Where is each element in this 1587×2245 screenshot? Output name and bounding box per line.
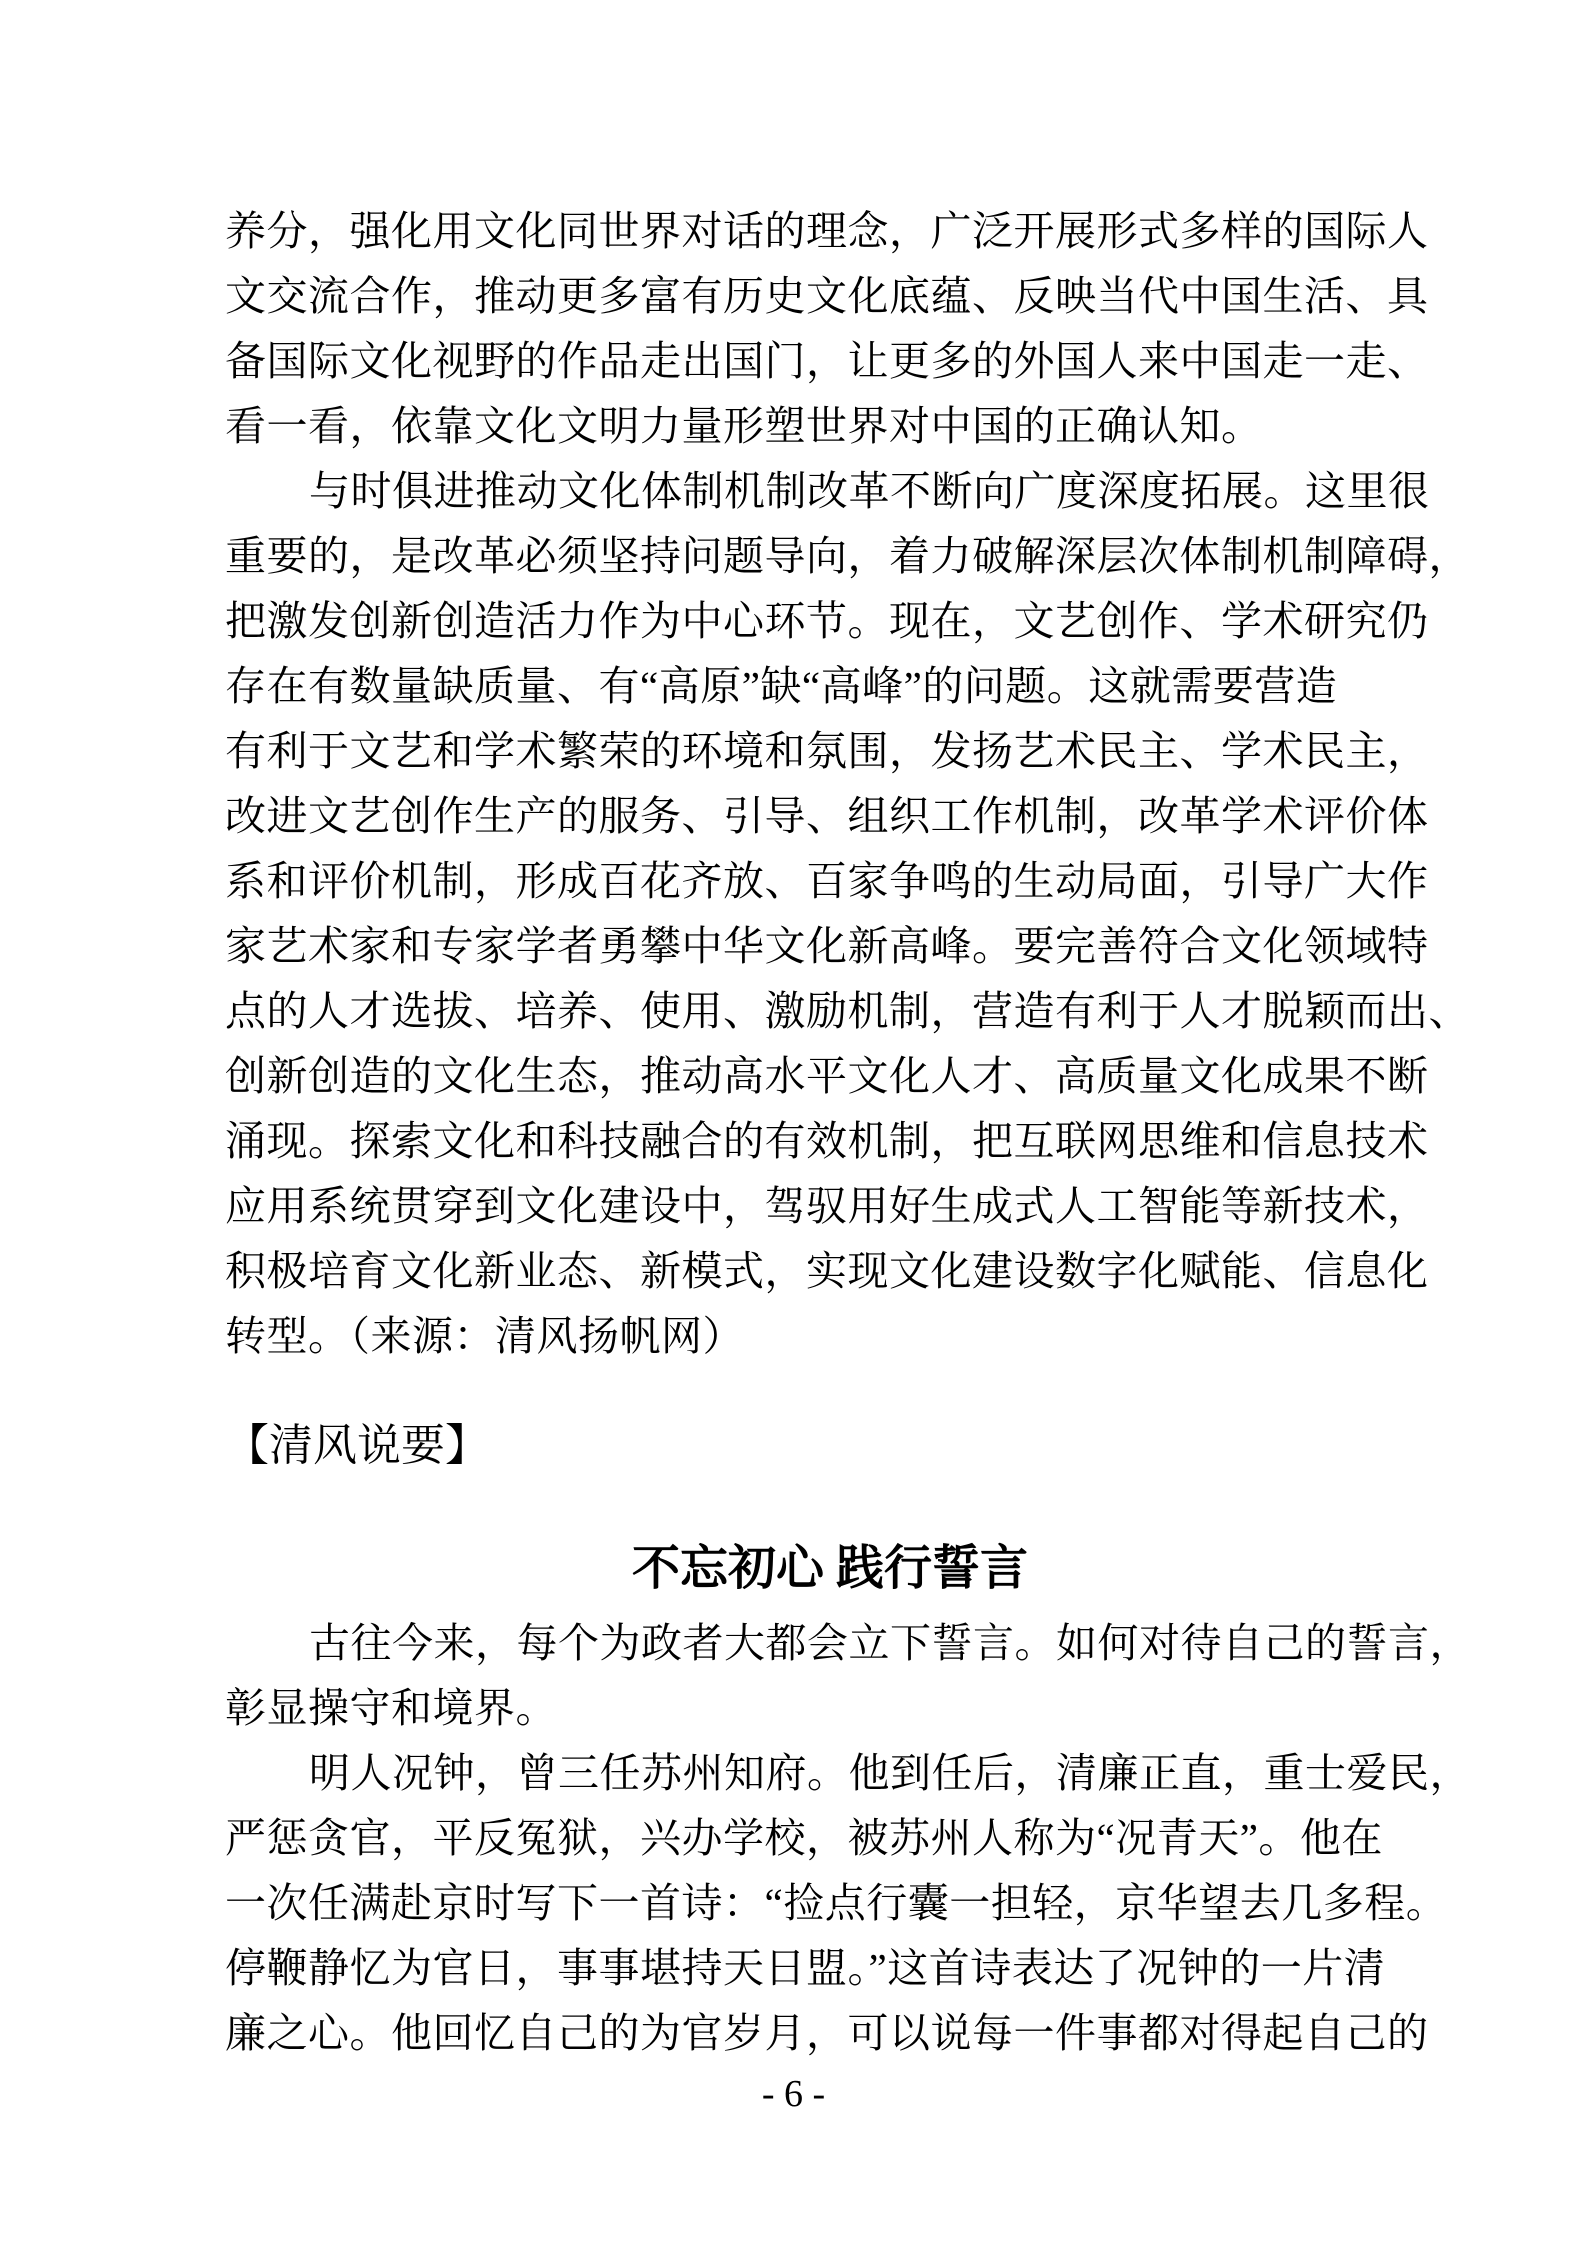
text-line: 看一看，依靠文化文明力量形塑世界对中国的正确认知。 [225,403,1263,449]
document-content [225,199,1471,2066]
text-line: 彰显操守和境界。 [225,1685,557,1731]
text-line: 改进文艺创作生产的服务、引导、组织工作机制，改革学术评价体 [225,793,1429,839]
text-line: 家艺术家和专家学者勇攀中华文化新高峰。要完善符合文化领域特 [225,923,1429,969]
text-line: 文交流合作，推动更多富有历史文化底蕴、反映当代中国生活、具 [225,273,1429,319]
text-line: 应用系统贯穿到文化建设中，驾驭用好生成式人工智能等新技术， [225,1183,1429,1229]
text-line: 明人况钟，曾三任苏州知府。他到任后，清廉正直，重士爱民， [309,1750,1471,1796]
text-line: 重要的，是改革必须坚持问题导向，着力破解深层次体制机制障碍， [225,533,1470,579]
article-title: 不忘初心 践行誓言 [631,1542,1028,1595]
text-line: 有利于文艺和学术繁荣的环境和氛围，发扬艺术民主、学术民主， [225,728,1429,774]
page-number: - 6 - [761,2073,826,2115]
text-line: 备国际文化视野的作品走出国门，让更多的外国人来中国走一走、 [225,338,1429,384]
text-line: 点的人才选拔、培养、使用、激励机制，营造有利于人才脱颖而出、 [225,988,1470,1034]
text-line: 创新创造的文化生态，推动高水平文化人才、高质量文化成果不断 [225,1053,1429,1099]
text-line: 转型。（来源：清风扬帆网） [225,1313,744,1359]
text-line: 系和评价机制，形成百花齐放、百家争鸣的生动局面，引导广大作 [225,858,1429,904]
text-line: 停鞭静忆为官日，事事堪持天日盟。”这首诗表达了况钟的一片清 [225,1945,1386,1991]
text-line: 严惩贪官，平反冤狱，兴办学校，被苏州人称为“况青天”。他在 [225,1815,1383,1861]
text-line: 养分，强化用文化同世界对话的理念，广泛开展形式多样的国际人 [225,208,1429,254]
text-line: 一次任满赴京时写下一首诗：“捡点行囊一担轻，京华望去几多程。 [225,1880,1448,1926]
text-line: 古往今来，每个为政者大都会立下誓言。如何对待自己的誓言， [309,1620,1471,1666]
text-line: 廉之心。他回忆自己的为官岁月，可以说每一件事都对得起自己的 [225,2010,1429,2056]
text-line: 涌现。探索文化和科技融合的有效机制，把互联网思维和信息技术 [225,1118,1429,1164]
section-header: 【清风说要】 [225,1421,489,1470]
text-line: 存在有数量缺质量、有“高原”缺“高峰”的问题。这就需要营造 [225,663,1338,709]
text-line: 积极培育文化新业态、新模式，实现文化建设数字化赋能、信息化 [225,1248,1429,1294]
text-line: 与时俱进推动文化体制机制改革不断向广度深度拓展。这里很 [309,468,1430,514]
text-line: 把激发创新创造活力作为中心环节。现在，文艺创作、学术研究仍 [225,598,1429,644]
